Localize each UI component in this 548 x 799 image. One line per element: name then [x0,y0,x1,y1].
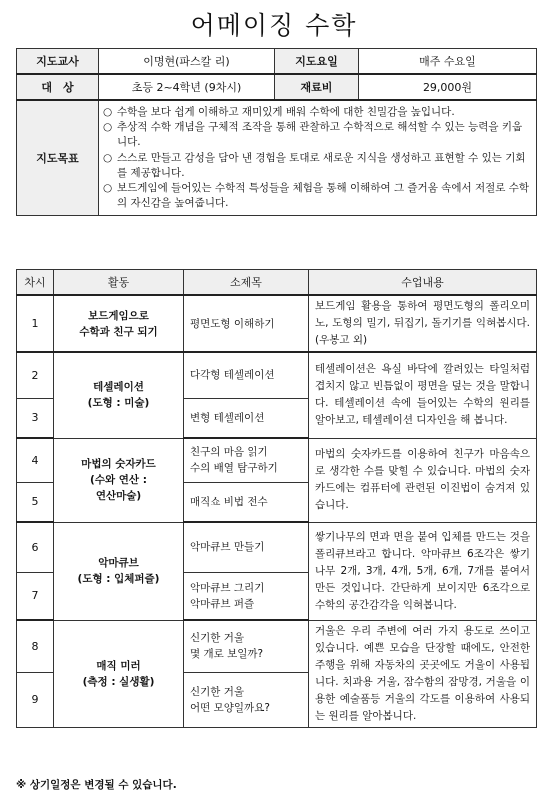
session-number: 4 [17,438,54,482]
activity-name [54,620,184,727]
activity-name [54,352,184,438]
subtitle [184,620,309,672]
subtitle [184,522,309,572]
table-row [17,352,537,398]
activity-line: (도형 : 미술) [87,397,150,410]
activity-line: (측정 : 실생활) [82,675,155,688]
activity-name [54,295,184,352]
subtitle-line: 신기한 거울 [190,632,245,645]
subtitle-line: 수의 배열 탐구하기 [190,462,278,475]
info-table [16,48,537,216]
subtitle-line: 몇 개로 보일까? [190,648,264,661]
goal-text: 추상적 수학 개념을 구체적 조작을 통해 관찰하고 수학적으로 해석할 수 있는 능력을 키웁니다. [117,121,523,149]
header-session: 차시 [17,270,54,296]
teacher-label: 지도교사 [17,49,99,75]
table-row [17,522,537,572]
page-title: 어메이징 수학 [190,11,358,40]
session-number: 1 [17,295,54,352]
schedule-table [16,269,537,728]
session-number: 6 [17,522,54,572]
subtitle [184,438,309,482]
goals-list [99,100,537,216]
session-number: 9 [17,672,54,727]
subtitle-line: 신기한 거울 [190,685,245,698]
activity-line: 테셀레이션 [93,381,144,394]
goal-text: 보드게임에 들어있는 수학적 특성들을 체험을 통해 이해하여 그 즐거움 속에서 저절로 수학의 자신감을 높여줍니다. [117,182,530,210]
lesson-content: 테셀레이션은 욕실 바닥에 깔려있는 타일처럼 겹치지 않고 빈틈없이 평면을 덮는 것을 말합니다. 테셀레이션 속에 들어있는 수학의 원리를 알아보고, 테셀레이션 디자인을 해 봅니다. [309,352,537,438]
goal-item [103,120,530,150]
goal-marker: ○ [103,151,113,164]
session-number: 2 [17,352,54,398]
activity-line: 매직 미러 [96,659,141,672]
table-row [17,620,537,672]
goal-marker: ○ [103,106,113,118]
activity-line: (도형 : 입체퍼즐) [77,573,160,585]
subtitle [184,352,309,398]
subtitle [184,482,309,522]
goal-item [103,105,530,120]
session-number: 5 [17,482,54,522]
subtitle-line: 평면도형 이해하기 [190,317,275,330]
session-number: 3 [17,398,54,438]
fee-value: 29,000원 [359,74,537,100]
goal-text: 수학을 보다 쉽게 이해하고 재미있게 배워 수학에 대한 친밀감을 높입니다. [117,106,455,118]
lesson-content: 보드게임 활용을 통하여 평면도형의 폴리오미노, 도형의 밀기, 뒤집기, 돌기기를 익혀봅시다. (우봉고 외) [309,295,537,352]
schedule-note: ※ 상기일정은 변경될 수 있습니다. [16,779,177,791]
goal-marker: ○ [103,182,113,195]
session-number: 7 [17,572,54,620]
subtitle-line: 매직쇼 비법 전수 [190,495,268,508]
activity-line: 수학과 친구 되기 [79,325,158,338]
activity-name [54,522,184,620]
table-row [17,295,537,352]
activity-line: (수와 연산 : [90,474,147,486]
goal-item [103,151,530,181]
header-activity: 활동 [54,270,184,296]
activity-line: 악마큐브 [98,557,139,569]
subtitle-line: 다각형 테셀레이션 [190,369,275,382]
session-number: 8 [17,620,54,672]
subtitle [184,398,309,438]
lesson-content: 쌓기나무의 면과 면을 붙여 입체를 만드는 것을 폴리큐브라고 합니다. 악마큐브 6조각은 쌓기나무 2개, 3개, 4개, 5개, 6개, 7개를 붙여서 만든 것입니다. 간단하게 보이지만 6조각으로 수학의 공간감각을 익혀봅니다. [309,522,537,620]
teacher-value: 이명현(파스칼 리) [99,49,275,75]
activity-line: 마법의 숫자카드 [81,458,156,470]
subtitle-line: 악마큐브 퍼즐 [190,597,255,610]
lesson-content: 거울은 우리 주변에 여러 가지 용도로 쓰이고 있습니다. 예쁜 모습을 단장할 때에도, 안전한 주행을 위해 자동차의 곳곳에도 거울이 사용됩니다. 치과용 거울, 잠수함의 잠망경, 거울을 이용한 예술품등 거울의 각도를 이용하여 사용되는 원리를 알아봅니다. [309,620,537,727]
activity-line: 연산마술) [95,490,142,502]
table-row [17,438,537,482]
goal-item [103,181,530,211]
subtitle-line: 악마큐브 그리기 [190,581,265,594]
subtitle-line: 친구의 마음 읽기 [190,446,268,459]
subtitle [184,572,309,620]
goal-marker: ○ [103,121,113,134]
subtitle-line: 악마큐브 만들기 [190,541,265,554]
subtitle-line: 어떤 모양일까요? [190,701,270,714]
goals-label: 지도목표 [17,100,99,216]
subtitle [184,672,309,727]
subtitle [184,295,309,352]
day-value: 매주 수요일 [359,49,537,75]
lesson-content: 마법의 숫자카드를 이용하여 친구가 마음속으로 생각한 수를 맞힐 수 있습니다. 마법의 숫자카드에는 컴퓨터에 관련된 이진법이 숨겨져 있습니다. [309,438,537,522]
header-subtitle: 소제목 [184,270,309,296]
day-label: 지도요일 [275,49,359,75]
target-value: 초등 2~4학년 (9차시) [99,74,275,100]
subtitle-line: 변형 테셀레이션 [190,411,265,424]
header-content: 수업내용 [309,270,537,296]
target-label: 대 상 [17,74,99,100]
activity-name [54,438,184,522]
fee-label: 재료비 [275,74,359,100]
goal-text: 스스로 만들고 감성을 담아 낸 경험을 토대로 새로운 지식을 생성하고 표현할 수 있는 기회를 제공합니다. [117,151,526,179]
activity-line: 보드게임으로 [88,309,149,322]
